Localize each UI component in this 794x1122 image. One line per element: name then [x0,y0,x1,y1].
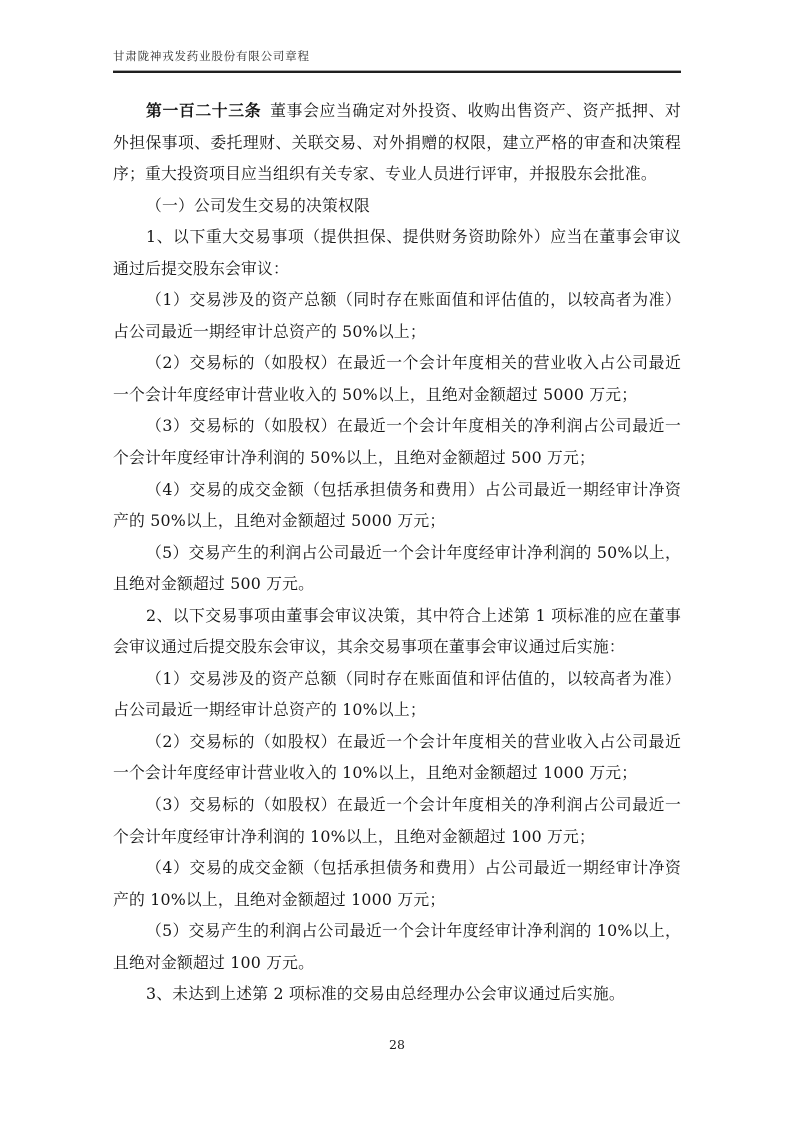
paragraph-item-1-sub-3: （3）交易标的（如股权）在最近一个会计年度相关的净利润占公司最近一个会计年度经审计净利润的 50%以上，且绝对金额超过 500 万元； [113,416,681,468]
header-rule [113,71,681,73]
article-intro: 董事会应当确定对外投资、收购出售资产、资产抵押、对外担保事项、委托理财、关联交易、对外捐赠的权限，建立严格的审查和决策程序；重大投资项目应当组织有关专家、专业人员进行评审，并报股东会批准。 [113,101,681,184]
page-footer [0,1037,794,1052]
paragraph-item-2: 2、以下交易事项由董事会审议决策，其中符合上述第 1 项标准的应在董事会审议通过后提交股东会审议，其余交易事项在董事会审议通过后实施： [113,605,681,657]
article-paragraph [113,95,681,190]
running-header [113,49,681,73]
paragraph-item-1-sub-4: （4）交易的成交金额（包括承担债务和费用）占公司最近一期经审计净资产的 50%以上，且绝对金额超过 5000 万元； [113,479,681,531]
page-number: 28 [389,1037,405,1052]
paragraph-item-1-sub-2: （2）交易标的（如股权）在最近一个会计年度相关的营业收入占公司最近一个会计年度经审计营业收入的 50%以上，且绝对金额超过 5000 万元； [113,353,681,404]
paragraph-item-2-sub-3: （3）交易标的（如股权）在最近一个会计年度相关的净利润占公司最近一个会计年度经审计净利润的 10%以上，且绝对金额超过 100 万元； [113,795,681,846]
paragraph-item-2-sub-1: （1）交易涉及的资产总额（同时存在账面值和评估值的，以较高者为准）占公司最近一期经审计总资产的 10%以上； [113,668,681,720]
header-title: 甘肃陇神戎发药业股份有限公司章程 [113,49,310,63]
paragraph-item-2-sub-2: （2）交易标的（如股权）在最近一个会计年度相关的营业收入占公司最近一个会计年度经审计营业收入的 10%以上，且绝对金额超过 1000 万元； [113,731,681,783]
document-body [113,95,681,1010]
paragraph-item-1-sub-5: （5）交易产生的利润占公司最近一个会计年度经审计净利润的 50%以上，且绝对金额超过 500 万元。 [113,542,681,594]
paragraph-item-1: 1、以下重大交易事项（提供担保、提供财务资助除外）应当在董事会审议通过后提交股东会审议： [113,227,681,278]
paragraph-item-1-sub-1: （1）交易涉及的资产总额（同时存在账面值和评估值的，以较高者为准）占公司最近一期经审计总资产的 50%以上； [113,290,681,341]
paragraph-item-2-sub-5: （5）交易产生的利润占公司最近一个会计年度经审计净利润的 10%以上，且绝对金额超过 100 万元。 [113,921,681,972]
article-number: 第一百二十三条 [146,101,262,120]
paragraph-item-2-sub-4: （4）交易的成交金额（包括承担债务和费用）占公司最近一期经审计净资产的 10%以上，且绝对金额超过 1000 万元； [113,858,681,909]
paragraph-item-3: 3、未达到上述第 2 项标准的交易由总经理办公会审议通过后实施。 [146,984,625,1004]
paragraph-decision-authority-heading: （一）公司发生交易的决策权限 [146,195,370,215]
